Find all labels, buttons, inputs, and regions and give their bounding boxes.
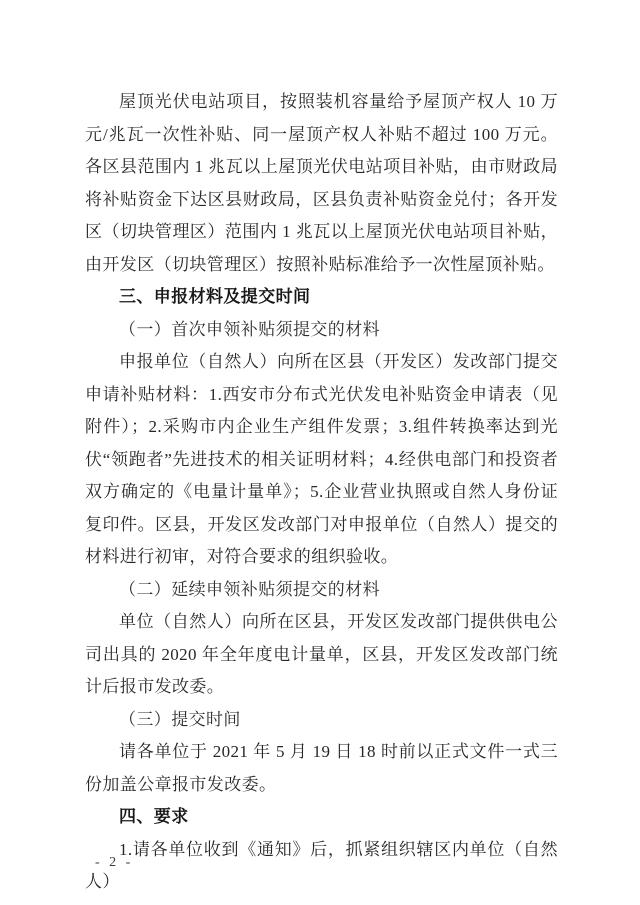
document-body	[85, 86, 558, 899]
subheading-submission-time: （三）提交时间	[119, 709, 241, 729]
subheading-renewal-application: （二）延续申领补贴须提交的材料	[119, 579, 380, 599]
heading-section-4: 四、要求	[119, 807, 189, 826]
paragraph-subsidy-standard: 屋顶光伏电站项目，按照装机容量给予屋顶产权人 10 万元/兆瓦一次性补贴、同一屋顶产权人补贴不超过 100 万元。各区县范围内 1 兆瓦以上屋顶光伏电站项目补贴，由市财政局将补贴资金下达区县财政局，区县负责补贴资金兑付；各开发区（切块管理区）范围内 1 兆瓦以上屋顶光伏电站项目补贴，由开发区（切块管理区）按照补贴标准给予一次性屋顶补贴。	[85, 92, 558, 274]
paragraph-first-materials: 申报单位（自然人）向所在区县（开发区）发改部门提交申请补贴材料：1.西安市分布式光伏发电补贴资金申请表（见附件）；2.采购市内企业生产组件发票；3.组件转换率达到光伏“领跑者”先进技术的相关证明材料；4.经供电部门和投资者双方确定的《电量计量单》；5.企业营业执照或自然人身份证复印件。区县，开发区发改部门对申报单位（自然人）提交的材料进行初审，对符合要求的组织验收。	[85, 352, 558, 566]
paragraph-requirement-1: 1.请各单位收到《通知》后，抓紧组织辖区内单位（自然人）	[85, 839, 558, 891]
paragraph-renewal-materials: 单位（自然人）向所在区县，开发区发改部门提供供电公司出具的 2020 年全年度电计量单，区县，开发区发改部门统计后报市发改委。	[85, 612, 558, 696]
heading-section-3: 三、申报材料及提交时间	[119, 287, 311, 306]
paragraph-submission-deadline: 请各单位于 2021 年 5 月 19 日 18 时前以正式文件一式三份加盖公章报市发改委。	[85, 742, 558, 794]
page-number: - 2 -	[95, 855, 134, 870]
subheading-first-application: （一）首次申领补贴须提交的材料	[119, 319, 380, 339]
